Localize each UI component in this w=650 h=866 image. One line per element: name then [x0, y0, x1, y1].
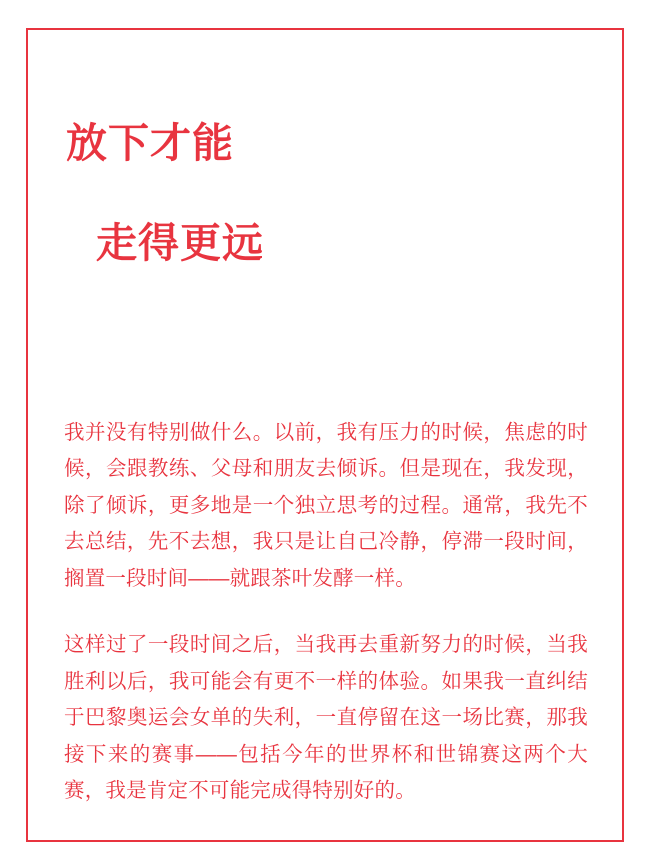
paragraph-1: 我并没有特别做什么。以前，我有压力的时候，焦虑的时候，会跟教练、父母和朋友去倾诉。但是现在，我发现，除了倾诉，更多地是一个独立思考的过程。通常，我先不去总结，先不去想，我只是让自己冷静，停滞一段时间，搁置一段时间——就跟茶叶发酵一样。 — [64, 421, 588, 590]
body-text — [64, 415, 588, 810]
poster-frame — [26, 28, 624, 842]
paragraph-2: 这样过了一段时间之后，当我再去重新努力的时候，当我胜利以后，我可能会有更不一样的体验。如果我一直纠结于巴黎奥运会女单的失利，一直停留在这一场比赛，那我接下来的赛事——包括今年的世界杯和世锦赛这两个大赛，我是肯定不可能完成得特别好的。 — [64, 633, 588, 803]
page-title — [66, 68, 586, 318]
headline-line-2: 走得更远 — [96, 220, 264, 267]
headline-line-1: 放下才能 — [66, 120, 234, 167]
